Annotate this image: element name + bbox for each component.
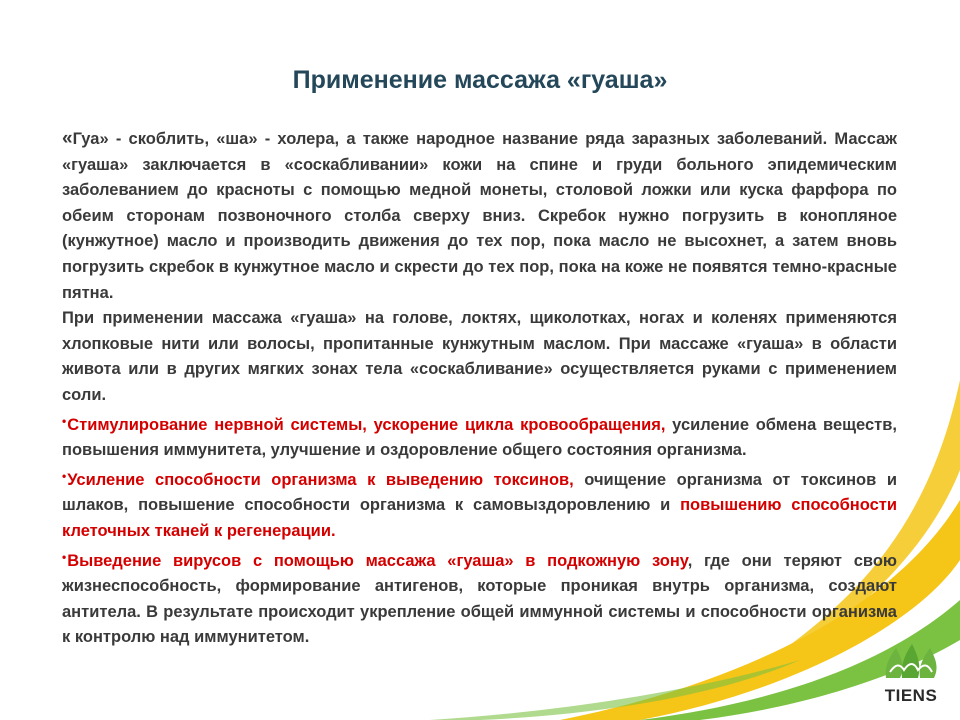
intro-text: Гуа» - скоблить, «ша» - холера, а также народное название ряда заразных заболеваний. Массаж «гуаша» заключается в «соскабливании» кожи на спине и груди больного эпидемическим заболеванием до красноты с помощью медной монеты, столовой ложки или куска фарфора по обеим сторонам позвоночного столба сверху вниз. Скребок нужно погрузить в конопляное (кунжутное) масло и производить движения до тех пор, пока масло не высохнет, а затем вновь погрузить скребок в кунжутное масло и скрести до тех пор, пока на коже не появятся темно-красные пятна. bbox=[62, 130, 897, 302]
bullet-text: усиление обмена веществ, повышения иммунитета, улучшение и оздоровление общего состояния организма. bbox=[62, 415, 897, 460]
opening-quote: « bbox=[62, 128, 73, 149]
bullet-icon: • bbox=[62, 468, 67, 483]
bullet-item bbox=[62, 464, 897, 545]
bullet-highlight: Выведение вирусов с помощью массажа «гуаша» в подкожную зону bbox=[67, 551, 688, 570]
bullet-highlight: Стимулирование нервной системы, ускорение цикла кровообращения, bbox=[67, 415, 666, 434]
bullet-highlight-tail: повышению способности клеточных тканей к регенерации. bbox=[62, 496, 897, 540]
bullet-icon: • bbox=[62, 413, 67, 428]
bullet-item bbox=[62, 545, 897, 651]
second-paragraph: При применении массажа «гуаша» на голове, локтях, щиколотках, ногах и коленях применяются хлопковые нити или волосы, пропитанные кунжутным маслом. При массаже «гуаша» в области живота или в других мягких зонах тела «соскабливание» осуществляется руками с применением соли. bbox=[62, 309, 897, 404]
slide-title: Применение массажа «гуаша» bbox=[292, 66, 668, 94]
tiens-logo-text: TIENS bbox=[884, 686, 938, 705]
bullet-icon: • bbox=[62, 549, 67, 564]
bullet-text: очищение организма от токсинов и шлаков, повышение способности организма к самовыздоровлению и bbox=[62, 470, 897, 515]
slide-body bbox=[62, 126, 897, 651]
intro-paragraph bbox=[62, 126, 897, 306]
bullet-text: , где они теряют свою жизнеспособность, формирование антигенов, которые проникая внутрь организма, создают антитела. В результате происходит укрепление общей иммунной системы и способности организма к контролю над иммунитетом. bbox=[62, 551, 897, 647]
bullet-item bbox=[62, 409, 897, 464]
bullet-highlight: Усиление способности организма к выведению токсинов, bbox=[67, 470, 574, 489]
